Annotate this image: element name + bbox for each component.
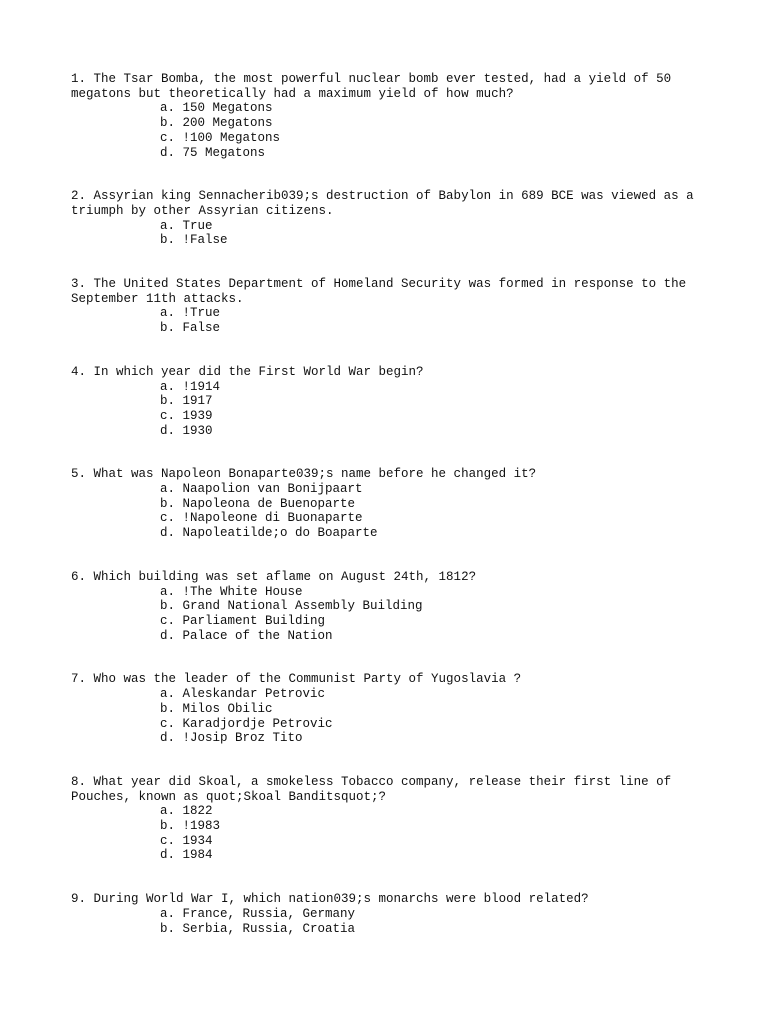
answer-options (71, 219, 731, 248)
question-text: 2. Assyrian king Sennacherib039;s destruction of Babylon in 689 BCE was viewed as a triumph by other Assyrian citizens. (71, 189, 702, 218)
answer-option: b. Milos Obilic (160, 701, 273, 716)
answer-options (71, 907, 731, 936)
answer-option: b. Serbia, Russia, Croatia (160, 921, 356, 936)
question-3 (71, 277, 731, 336)
answer-option: c. Karadjordje Petrovic (160, 716, 333, 731)
answer-option: b. !1983 (160, 819, 221, 834)
question-text: 8. What year did Skoal, a smokeless Tobacco company, release their first line of Pouches, known as quot;Skoal Banditsquot;? (71, 774, 679, 804)
answer-option: d. Palace of the Nation (160, 628, 333, 643)
answer-option: d. Napoleatilde;o do Boaparte (160, 526, 378, 541)
answer-option: a. !The White House (160, 584, 303, 599)
question-text: 3. The United States Department of Homeland Security was formed in response to the September 11th attacks. (71, 277, 694, 306)
answer-option: a. !1914 (160, 379, 221, 394)
answer-option: a. Naapolion van Bonijpaart (160, 482, 363, 497)
answer-option: d. !Josip Broz Tito (160, 731, 303, 746)
answer-option: a. 1822 (160, 804, 213, 819)
question-text: 7. Who was the leader of the Communist Party of Yugoslavia ? (71, 672, 522, 687)
answer-option: b. False (160, 321, 221, 336)
answer-options (71, 687, 731, 746)
answer-option: c. Parliament Building (160, 613, 326, 628)
answer-option: c. 1934 (160, 833, 213, 848)
answer-options (71, 306, 731, 335)
answer-option: a. !True (160, 306, 221, 321)
answer-option: c. !100 Megatons (160, 130, 281, 145)
answer-option: b. Grand National Assembly Building (160, 599, 423, 614)
answer-options (71, 101, 731, 160)
question-text: 9. During World War I, which nation039;s monarchs were blood related? (71, 892, 589, 907)
answer-option: c. !Napoleone di Buonaparte (160, 511, 363, 526)
quiz-document (71, 72, 731, 965)
answer-option: c. 1939 (160, 408, 213, 423)
answer-option: b. 200 Megatons (160, 116, 273, 131)
question-7 (71, 672, 731, 746)
question-5 (71, 467, 731, 541)
question-6 (71, 570, 731, 644)
answer-options (71, 482, 731, 541)
question-text: 4. In which year did the First World War begin? (71, 364, 424, 379)
answer-option: b. Napoleona de Buenoparte (160, 496, 356, 511)
answer-option: a. True (160, 218, 213, 233)
question-8 (71, 775, 731, 863)
question-4 (71, 365, 731, 439)
question-1 (71, 72, 731, 160)
question-2 (71, 189, 731, 248)
question-9 (71, 892, 731, 936)
question-text: 6. Which building was set aflame on August 24th, 1812? (71, 569, 477, 584)
answer-option: d. 75 Megatons (160, 145, 266, 160)
answer-options (71, 804, 731, 863)
answer-options (71, 585, 731, 644)
answer-option: b. !False (160, 233, 228, 248)
answer-option: d. 1984 (160, 848, 213, 863)
answer-option: a. 150 Megatons (160, 101, 273, 116)
answer-option: d. 1930 (160, 423, 213, 438)
question-text: 1. The Tsar Bomba, the most powerful nuclear bomb ever tested, had a yield of 50 megatons but theoretically had a maximum yield of how much? (71, 72, 679, 101)
answer-option: a. France, Russia, Germany (160, 906, 356, 921)
answer-option: b. 1917 (160, 394, 213, 409)
question-text: 5. What was Napoleon Bonaparte039;s name before he changed it? (71, 467, 537, 482)
answer-option: a. Aleskandar Petrovic (160, 687, 326, 702)
answer-options (71, 380, 731, 439)
